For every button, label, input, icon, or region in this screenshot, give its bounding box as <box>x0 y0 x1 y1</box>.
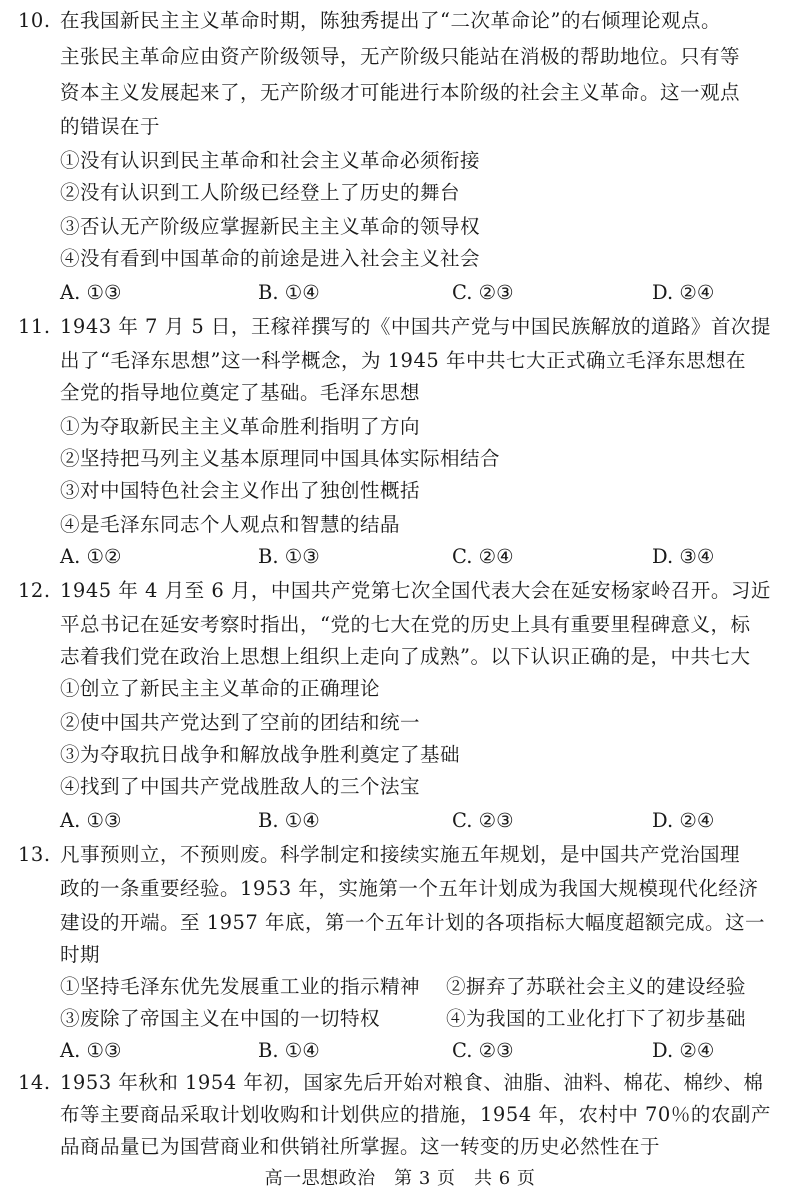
question-stem-line: 1943 年 7 月 5 日，王稼祥撰写的《中国共产党与中国民族解放的道路》首次提 <box>60 315 771 338</box>
question-stem-line: 建设的开端。至 1957 年底，第一个五年计划的各项指标大幅度超额完成。这一 <box>60 911 766 934</box>
question-stem-line: 出了“毛泽东思想”这一科学概念，为 1945 年中共七大正式确立毛泽东思想在 <box>60 349 746 372</box>
choice-b: B. ①③ <box>258 545 320 568</box>
choice-c: C. ②④ <box>452 545 514 568</box>
option-statement: ④为我国的工业化打下了初步基础 <box>446 1007 747 1030</box>
question-stem-line: 志着我们党在政治上思想上组织上走向了成熟”。以下认识正确的是，中共七大 <box>60 645 751 668</box>
option-statement: ②没有认识到工人阶级已经登上了历史的舞台 <box>60 181 461 204</box>
option-statement: ②使中国共产党达到了空前的团结和统一 <box>60 711 421 734</box>
choice-a: A. ①③ <box>60 1039 122 1062</box>
choice-d: D. ②④ <box>652 281 715 304</box>
choice-a: A. ①③ <box>60 281 122 304</box>
choice-c: C. ②③ <box>452 281 514 304</box>
choice-d: D. ③④ <box>652 545 715 568</box>
question-stem-line: 品商品量已为国营商业和供销社所掌握。这一转变的历史必然性在于 <box>60 1135 661 1158</box>
choice-d: D. ②④ <box>652 1039 715 1062</box>
option-statement: ①创立了新民主主义革命的正确理论 <box>60 677 381 700</box>
question-stem-line: 政的一条重要经验。1953 年，实施第一个五年计划成为我国大规模现代化经济 <box>60 877 759 900</box>
question-stem-line: 1945 年 4 月至 6 月，中国共产党第七次全国代表大会在延安杨家岭召开。习近 <box>60 579 771 602</box>
option-statement: ①为夺取新民主主义革命胜利指明了方向 <box>60 415 421 438</box>
question-stem-line: 的错误在于 <box>60 115 161 138</box>
choice-c: C. ②③ <box>452 809 514 832</box>
option-statement: ③对中国特色社会主义作出了独创性概括 <box>60 479 421 502</box>
option-statement: ③为夺取抗日战争和解放战争胜利奠定了基础 <box>60 743 461 766</box>
question-number: 14. <box>18 1071 51 1094</box>
choice-d: D. ②④ <box>652 809 715 832</box>
option-statement: ②坚持把马列主义基本原理同中国具体实际相结合 <box>60 447 501 470</box>
choice-c: C. ②③ <box>452 1039 514 1062</box>
question-number: 11. <box>18 315 51 338</box>
option-statement: ①没有认识到民主革命和社会主义革命必须衔接 <box>60 149 481 172</box>
choice-a: A. ①③ <box>60 809 122 832</box>
question-stem-line: 资本主义发展起来了，无产阶级才可能进行本阶级的社会主义革命。这一观点 <box>60 81 741 104</box>
choice-b: B. ①④ <box>258 281 320 304</box>
question-stem-line: 全党的指导地位奠定了基础。毛泽东思想 <box>60 381 421 404</box>
question-stem-line: 凡事预则立，不预则废。科学制定和接续实施五年规划，是中国共产党治国理 <box>60 843 741 866</box>
question-number: 13. <box>18 843 51 866</box>
question-number: 10. <box>18 9 51 32</box>
option-statement: ④没有看到中国革命的前途是进入社会主义社会 <box>60 247 481 270</box>
question-stem-line: 主张民主革命应由资产阶级领导，无产阶级只能站在消极的帮助地位。只有等 <box>60 45 741 68</box>
question-stem-line: 平总书记在延安考察时指出，“党的七大在党的历史上具有重要里程碑意义，标 <box>60 613 751 636</box>
option-statement: ①坚持毛泽东优先发展重工业的指示精神 <box>60 975 421 998</box>
option-statement: ④找到了中国共产党战胜敌人的三个法宝 <box>60 775 421 798</box>
option-statement: ③废除了帝国主义在中国的一切特权 <box>60 1007 381 1030</box>
option-statement: ④是毛泽东同志个人观点和智慧的结晶 <box>60 513 401 536</box>
question-stem-line: 在我国新民主主义革命时期，陈独秀提出了“二次革命论”的右倾理论观点。 <box>60 9 721 32</box>
option-statement: ③否认无产阶级应掌握新民主主义革命的领导权 <box>60 215 481 238</box>
choice-b: B. ①④ <box>258 809 320 832</box>
question-stem-line: 1953 年秋和 1954 年初，国家先后开始对粮食、油脂、油料、棉花、棉纱、棉 <box>60 1071 764 1094</box>
page-footer: 高一思想政治 第 3 页 共 6 页 <box>264 1168 536 1189</box>
choice-b: B. ①④ <box>258 1039 320 1062</box>
question-number: 12. <box>18 579 51 602</box>
question-stem-line: 布等主要商品采取计划收购和计划供应的措施，1954 年，农村中 70％的农副产 <box>60 1103 771 1126</box>
option-statement: ②摒弃了苏联社会主义的建设经验 <box>446 975 747 998</box>
choice-a: A. ①② <box>60 545 122 568</box>
question-stem-line: 时期 <box>60 943 101 966</box>
